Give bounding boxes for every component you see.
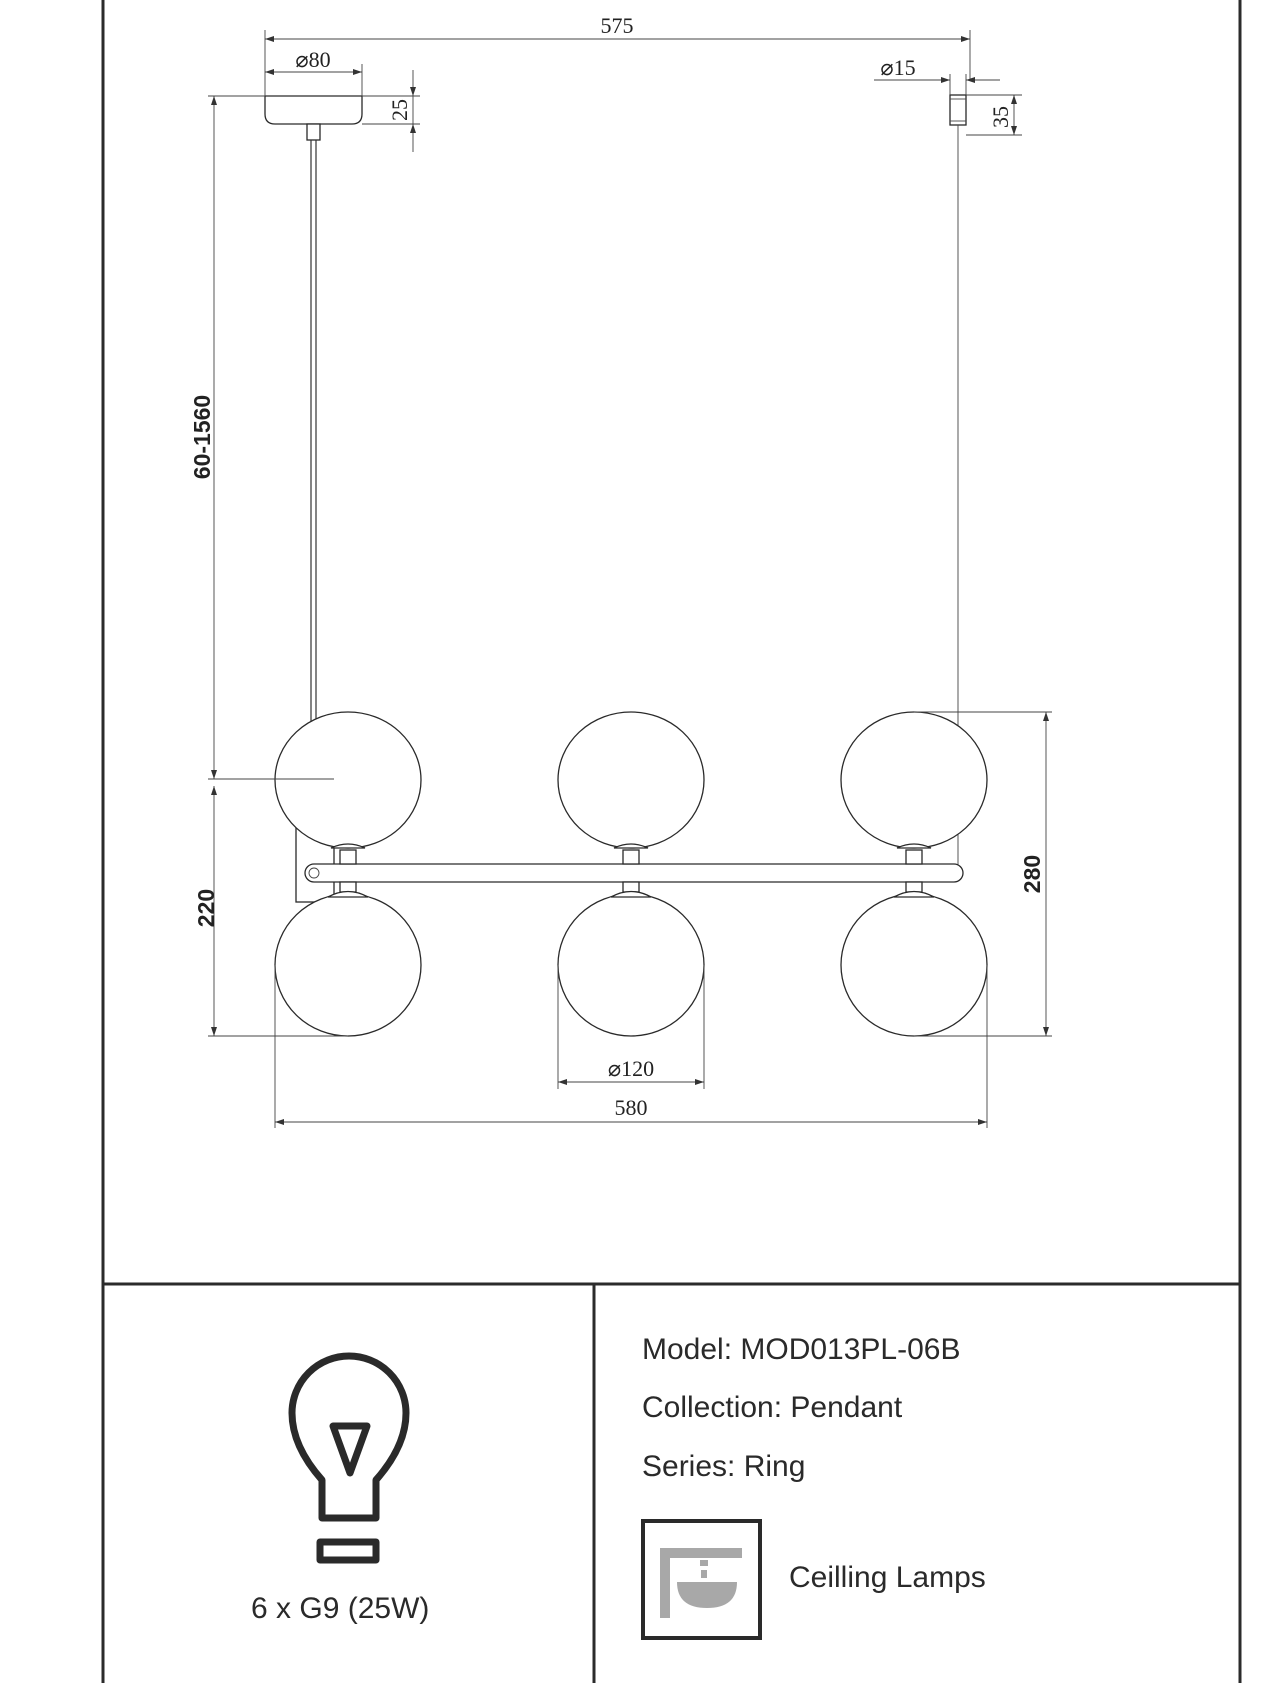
dim-canopy-height: 25 (387, 99, 412, 121)
dim-fixture-width: 580 (614, 1095, 648, 1120)
collection-label: Collection: Pendant (642, 1391, 903, 1424)
dim-overall-span: 575 (600, 13, 634, 38)
dim-anchor-height: 35 (988, 106, 1013, 128)
dim-globe-diameter: ⌀120 (607, 1056, 655, 1081)
globe-bottom-center (558, 894, 704, 1036)
bulb-spec-label: 6 x G9 (25W) (251, 1592, 430, 1625)
globe-top-center (558, 712, 704, 848)
cable-anchor (950, 95, 966, 125)
sheet-frame (103, 0, 1240, 1683)
series-label: Series: Ring (642, 1450, 806, 1483)
globe-bottom-left (275, 894, 421, 1036)
canopy (265, 96, 362, 124)
globe-top-left (275, 712, 421, 848)
globe-bottom-right (841, 894, 987, 1036)
globe-top-right (841, 712, 987, 848)
ceiling-lamp-icon (643, 1521, 760, 1638)
dim-fixture-height-left: 220 (193, 888, 219, 928)
dim-canopy-diameter: ⌀80 (295, 47, 331, 72)
dim-anchor-diameter: ⌀15 (880, 55, 916, 80)
dim-drop-range: 60-1560 (189, 394, 215, 480)
category-label: Ceilling Lamps (789, 1561, 986, 1594)
model-label: Model: MOD013PL-06B (642, 1333, 961, 1366)
canopy-connector (307, 124, 320, 140)
light-bulb-icon (292, 1356, 406, 1560)
dim-fixture-height-right: 280 (1019, 854, 1045, 894)
lamp-drawing (265, 95, 987, 1036)
horizontal-bar (305, 864, 963, 882)
